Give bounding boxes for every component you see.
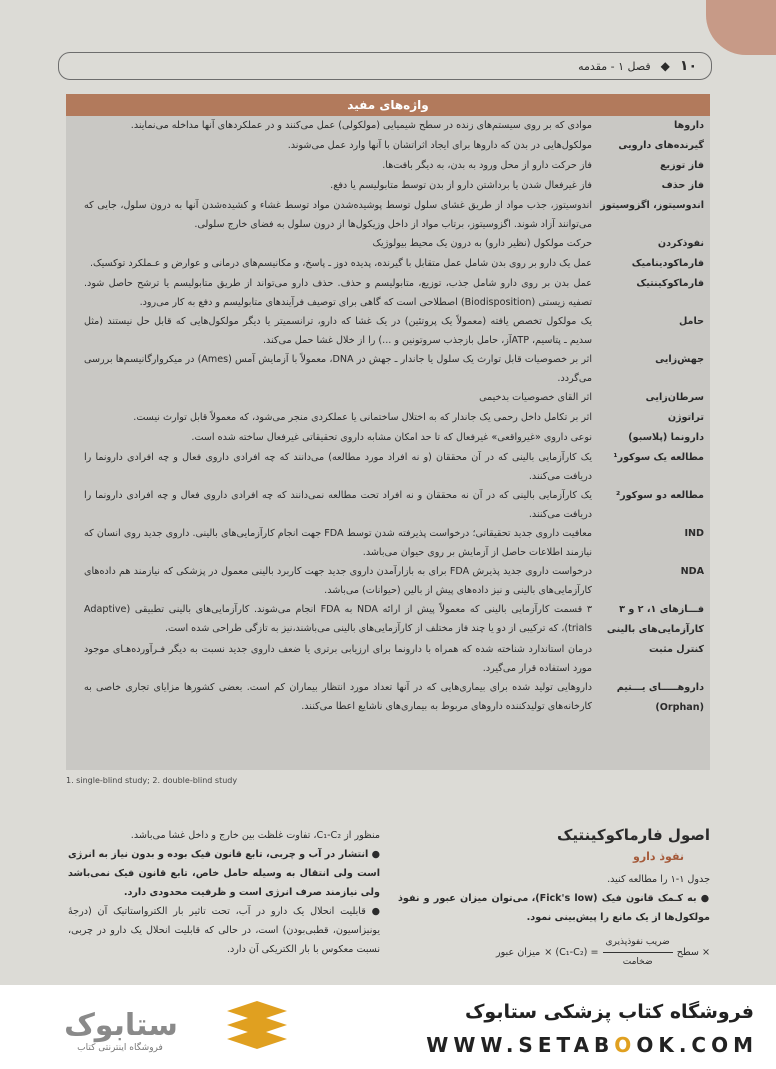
glossary-row [66, 136, 710, 156]
glossary-definition: عمل بدن بر روی دارو شامل جذب، توزیع، متابولیسم و حذف. حذف دارو می‌تواند از طریق متابولیسم یا ترشح حاصل شود. تصفیه زیستی (Biodisposition) اصطلاحی است که گاهی برای توصیف فرآیندهای متابولیسم و دفع به کار می‌رود. [84, 278, 592, 308]
chapter-title: فصل ۱ - مقدمه [578, 59, 651, 73]
glossary-row [66, 600, 710, 640]
section-heading: اصول فارماکوکینتیک [557, 826, 710, 844]
page-number: ۱۰ [679, 58, 697, 74]
glossary-term: فاز حذف [661, 180, 704, 191]
book-logo-icon [222, 999, 292, 1057]
glossary-term: اندوسیتوز، اگزوسیتوز [600, 200, 704, 211]
glossary-term: فارماکودینامیک [631, 258, 704, 269]
glossary-row [66, 156, 710, 176]
glossary-row [66, 254, 710, 274]
glossary-term: حامل [678, 316, 704, 327]
glossary-row [66, 116, 710, 136]
glossary-row [66, 448, 710, 486]
logo-subtitle: فروشگاه اینترنتی کتاب [77, 1043, 163, 1053]
glossary-term: فـــازهای ۱، ۲ و ۳ کارآزمایی‌های بالینی [606, 604, 704, 635]
glossary-row [66, 312, 710, 350]
glossary-row [66, 486, 710, 524]
fick-bullet: ● به کـمک قانون فیک (Fick's low)، می‌توان میزان عبور و نفوذ مولکول‌ها از یک مانع را پیش‌بینی نمود. [398, 893, 711, 923]
glossary-definition: مولکول‌هایی در بدن که داروها برای ایجاد اثراتشان با آنها وارد عمل می‌شوند. [287, 140, 592, 151]
glossary-row [66, 176, 710, 196]
page-corner-tab [706, 0, 776, 55]
fraction-numerator: ضریب نفوذپذیری [603, 933, 673, 953]
glossary-row [66, 408, 710, 428]
glossary-definition: ۳ قسمت کارآزمایی بالینی که معمولاً پیش از ارائه NDA به FDA انجام می‌شوند. کارآزمایی‌های بالینی تطبیقی (Adaptive trials)، که ترکیبی از دو یا چند فاز مختلف از کارآزمایی‌های بالینی می‌باشند،نیز به تازگی طراحی شده است. [84, 604, 592, 634]
glossary-term: داروها [674, 120, 704, 131]
right-column [398, 826, 710, 972]
glossary-row [66, 428, 710, 448]
glossary-definition: اثر بر تکامل داخل رحمی یک جاندار که به اختلال ساختمانی یا عملکردی منجر می‌شود، که معمولاً قابل توارث نیست. [133, 412, 592, 423]
glossary-definition: حرکت مولکول (نظیر دارو) به درون یک محیط بیولوژیک [372, 238, 592, 249]
glossary-term: تراتوژن [667, 412, 704, 423]
shop-url[interactable] [426, 1033, 758, 1057]
section-subheading: نفوذ دارو [632, 850, 684, 863]
glossary-box [66, 94, 710, 770]
solubility-bullet: ● قابلیت انحلال یک دارو در آب، تحت تاثیر بار الکترواستاتیک آن (درجهٔ یونیزاسیون، قطبی‌بودن) است، در حالی که قابلیت انحلال یک دارو در چربی، نسبت معکوس با بار الکتریکی آن دارد. [68, 906, 380, 955]
glossary-term: گیرنده‌های دارویی [618, 140, 704, 151]
glossary-term: مطالعه یک سوکور¹ [613, 452, 704, 463]
glossary-row [66, 562, 710, 600]
glossary-row [66, 234, 710, 254]
footer-banner [0, 985, 776, 1069]
glossary-definition: اثر بر خصوصیات قابل توارث یک سلول یا جاندار ـ جهش در DNA، معمولاً با آزمایش آمس (Ames) در میکروارگانیسم‌ها بررسی می‌گردد. [84, 354, 592, 384]
glossary-term: جهش‌زایی [655, 354, 704, 365]
glossary-row [66, 388, 710, 408]
glossary-definition: اندوسیتوز، جذب مواد از طریق غشای سلول توسط پوشیده‌شدن مواد توسط غشاء و کشیده‌شدن آنها به درون سلول، جایی که می‌توانند آزاد شوند. اگزوسیتوز، برتاب مواد از داخل وزیکول‌ها از درون سلول به فضای خارج سلولی. [84, 200, 592, 230]
fick-formula [398, 933, 710, 972]
glossary-definition: فاز غیرفعال شدن یا برداشتن دارو از بدن توسط متابولیسم یا دفع. [330, 180, 592, 191]
glossary-definition: درمان استاندارد شناخته شده که همراه با دارونما برای ارزیابی برتری یا ضعف داروی جدید نسبت به دیگر فـرآورده‌هـای موجود مورد استفاده قرار می‌گیرد. [84, 644, 592, 674]
glossary-definition: درخواست داروی جدید پذیرش FDA برای به بازارآمدن داروی جدید جهت کاربرد بالینی معمول در پزشکی که نیازمند هم داده‌های کارآزمایی‌های بالینی و نیز داده‌های پیش از بالین (حیوانات) می‌باشد. [84, 566, 592, 596]
glossary-term: فاز توزیع [659, 160, 704, 171]
glossary-list [66, 116, 710, 718]
glossary-definition: معافیت داروی جدید تحقیقاتی؛ درخواست پذیرفته شدن توسط FDA جهت انجام کارآزمایی‌های بالینی. داروی جدید روی انسان که نیازمند اطلاعات حاصل از آزمایش بر روی حیوان می‌باشد. [84, 528, 593, 558]
glossary-definition: نوعی داروی «غیرواقعی» غیرفعال که تا حد امکان مشابه داروی تحقیقاتی غیرفعال ساخته شده است. [191, 432, 592, 443]
fraction-denominator: ضخامت [622, 957, 653, 967]
logo-text: ستابوک [64, 1008, 178, 1043]
glossary-row [66, 640, 710, 678]
glossary-term: مطالعه دو سوکور² [615, 490, 704, 501]
formula-fraction [603, 933, 673, 972]
glossary-term: داروهـــــای یـــتیم (Orphan) [616, 682, 704, 713]
glossary-definition: یک کارآزمایی بالینی که در آن محققان (و نه افراد مورد مطالعه) می‌دانند که چه افرادی داروی فعال و چه افرادی دارونما را دریافت می‌کنند. [84, 452, 592, 482]
glossary-definition: یک مولکول تخصص یافته (معمولاً یک پروتئین) در یک غشا که دارو، ترانسمیتر یا دیگر مولکول‌هایی که قابل حل نیستند (مثل سدیم ـ پتاسیم، ATPآز، حامل بازجذب سروتونین و ...) را از خلال غشا حمل می‌کند. [84, 316, 592, 346]
glossary-definition: یک کارآزمایی بالینی که در آن نه محققان و نه افراد تحت مطالعه نمی‌دانند که چه افرادی داروی فعال و چه افرادی دارونما را دریافت می‌کنند. [84, 490, 592, 520]
glossary-row [66, 524, 710, 562]
glossary-term: سرطان‌زایی [645, 392, 704, 403]
formula-rhs: × سطح [676, 947, 710, 958]
glossary-row [66, 196, 710, 234]
glossary-title: واژه‌های مفید [66, 94, 710, 116]
glossary-term: NDA [680, 566, 704, 577]
glossary-term: دارونما (پلاسبو) [628, 432, 704, 443]
page-header [58, 52, 712, 80]
glossary-term: کنترل مثبت [649, 644, 704, 655]
glossary-definition: اثر القای خصوصیات بدخیمی [479, 392, 592, 403]
glossary-row [66, 274, 710, 312]
glossary-term: نفوذکردن [657, 238, 704, 249]
glossary-term: IND [684, 528, 704, 539]
glossary-row [66, 350, 710, 388]
formula-middle: = (C₁-C₂) × [544, 947, 599, 958]
glossary-definition: عمل یک دارو بر روی بدن شامل عمل متقابل با گیرنده، پدیده دوز ـ پاسخ، و مکانیسم‌های درمانی و عوارض و عـملکرد توکسیک. [90, 258, 592, 269]
glossary-definition: داروهایی تولید شده برای بیماری‌هایی که در آنها تعداد مورد انتظار بیماران کم است. بعضی کشورها مزایای تجاری خاصی به کارخانه‌های تولیدکننده داروهای مربوط به بیماری‌های ناشایع اعطا می‌کنند. [84, 682, 592, 712]
shop-name: فروشگاه کتاب پزشکی ستابوک [464, 1001, 754, 1023]
footnote: 1. single-blind study; 2. double-blind study [66, 776, 238, 785]
glossary-row [66, 678, 710, 718]
concentration-note: منظور از C₁-C₂، تفاوت غلظت بین خارج و داخل غشا می‌باشد. [130, 830, 380, 841]
diamond-icon: ◆ [660, 59, 670, 73]
url-part-2: OK.COM [636, 1033, 758, 1057]
formula-lhs: میزان عبور [495, 947, 541, 958]
url-highlight: O [614, 1033, 637, 1057]
glossary-term: فارماکوکینتیک [636, 278, 704, 289]
intro-text: جدول ۱-۱ را مطالعه کنید. [607, 874, 710, 885]
glossary-definition: فاز حرکت دارو از محل ورود به بدن، به دیگر بافت‌ها. [382, 160, 592, 171]
glossary-definition: موادی که بر روی سیستم‌های زنده در سطح شیمیایی (مولکولی) عمل می‌کنند و در عملکردهای آنها مداخله می‌نمایند. [130, 120, 592, 131]
left-column [68, 826, 380, 959]
diffusion-bullet: ● انتشار در آب و چربی، تابع قانون فیک بوده و بدون نیاز به انرژی است ولی انتقال به وسیله حامل خاص، تابع قانون فیک نمی‌باشد ولی نیازمند صرف انرژی است و ظرفیت محدودی دارد. [68, 849, 380, 898]
url-part-1: WWW.SETAB [426, 1033, 615, 1057]
